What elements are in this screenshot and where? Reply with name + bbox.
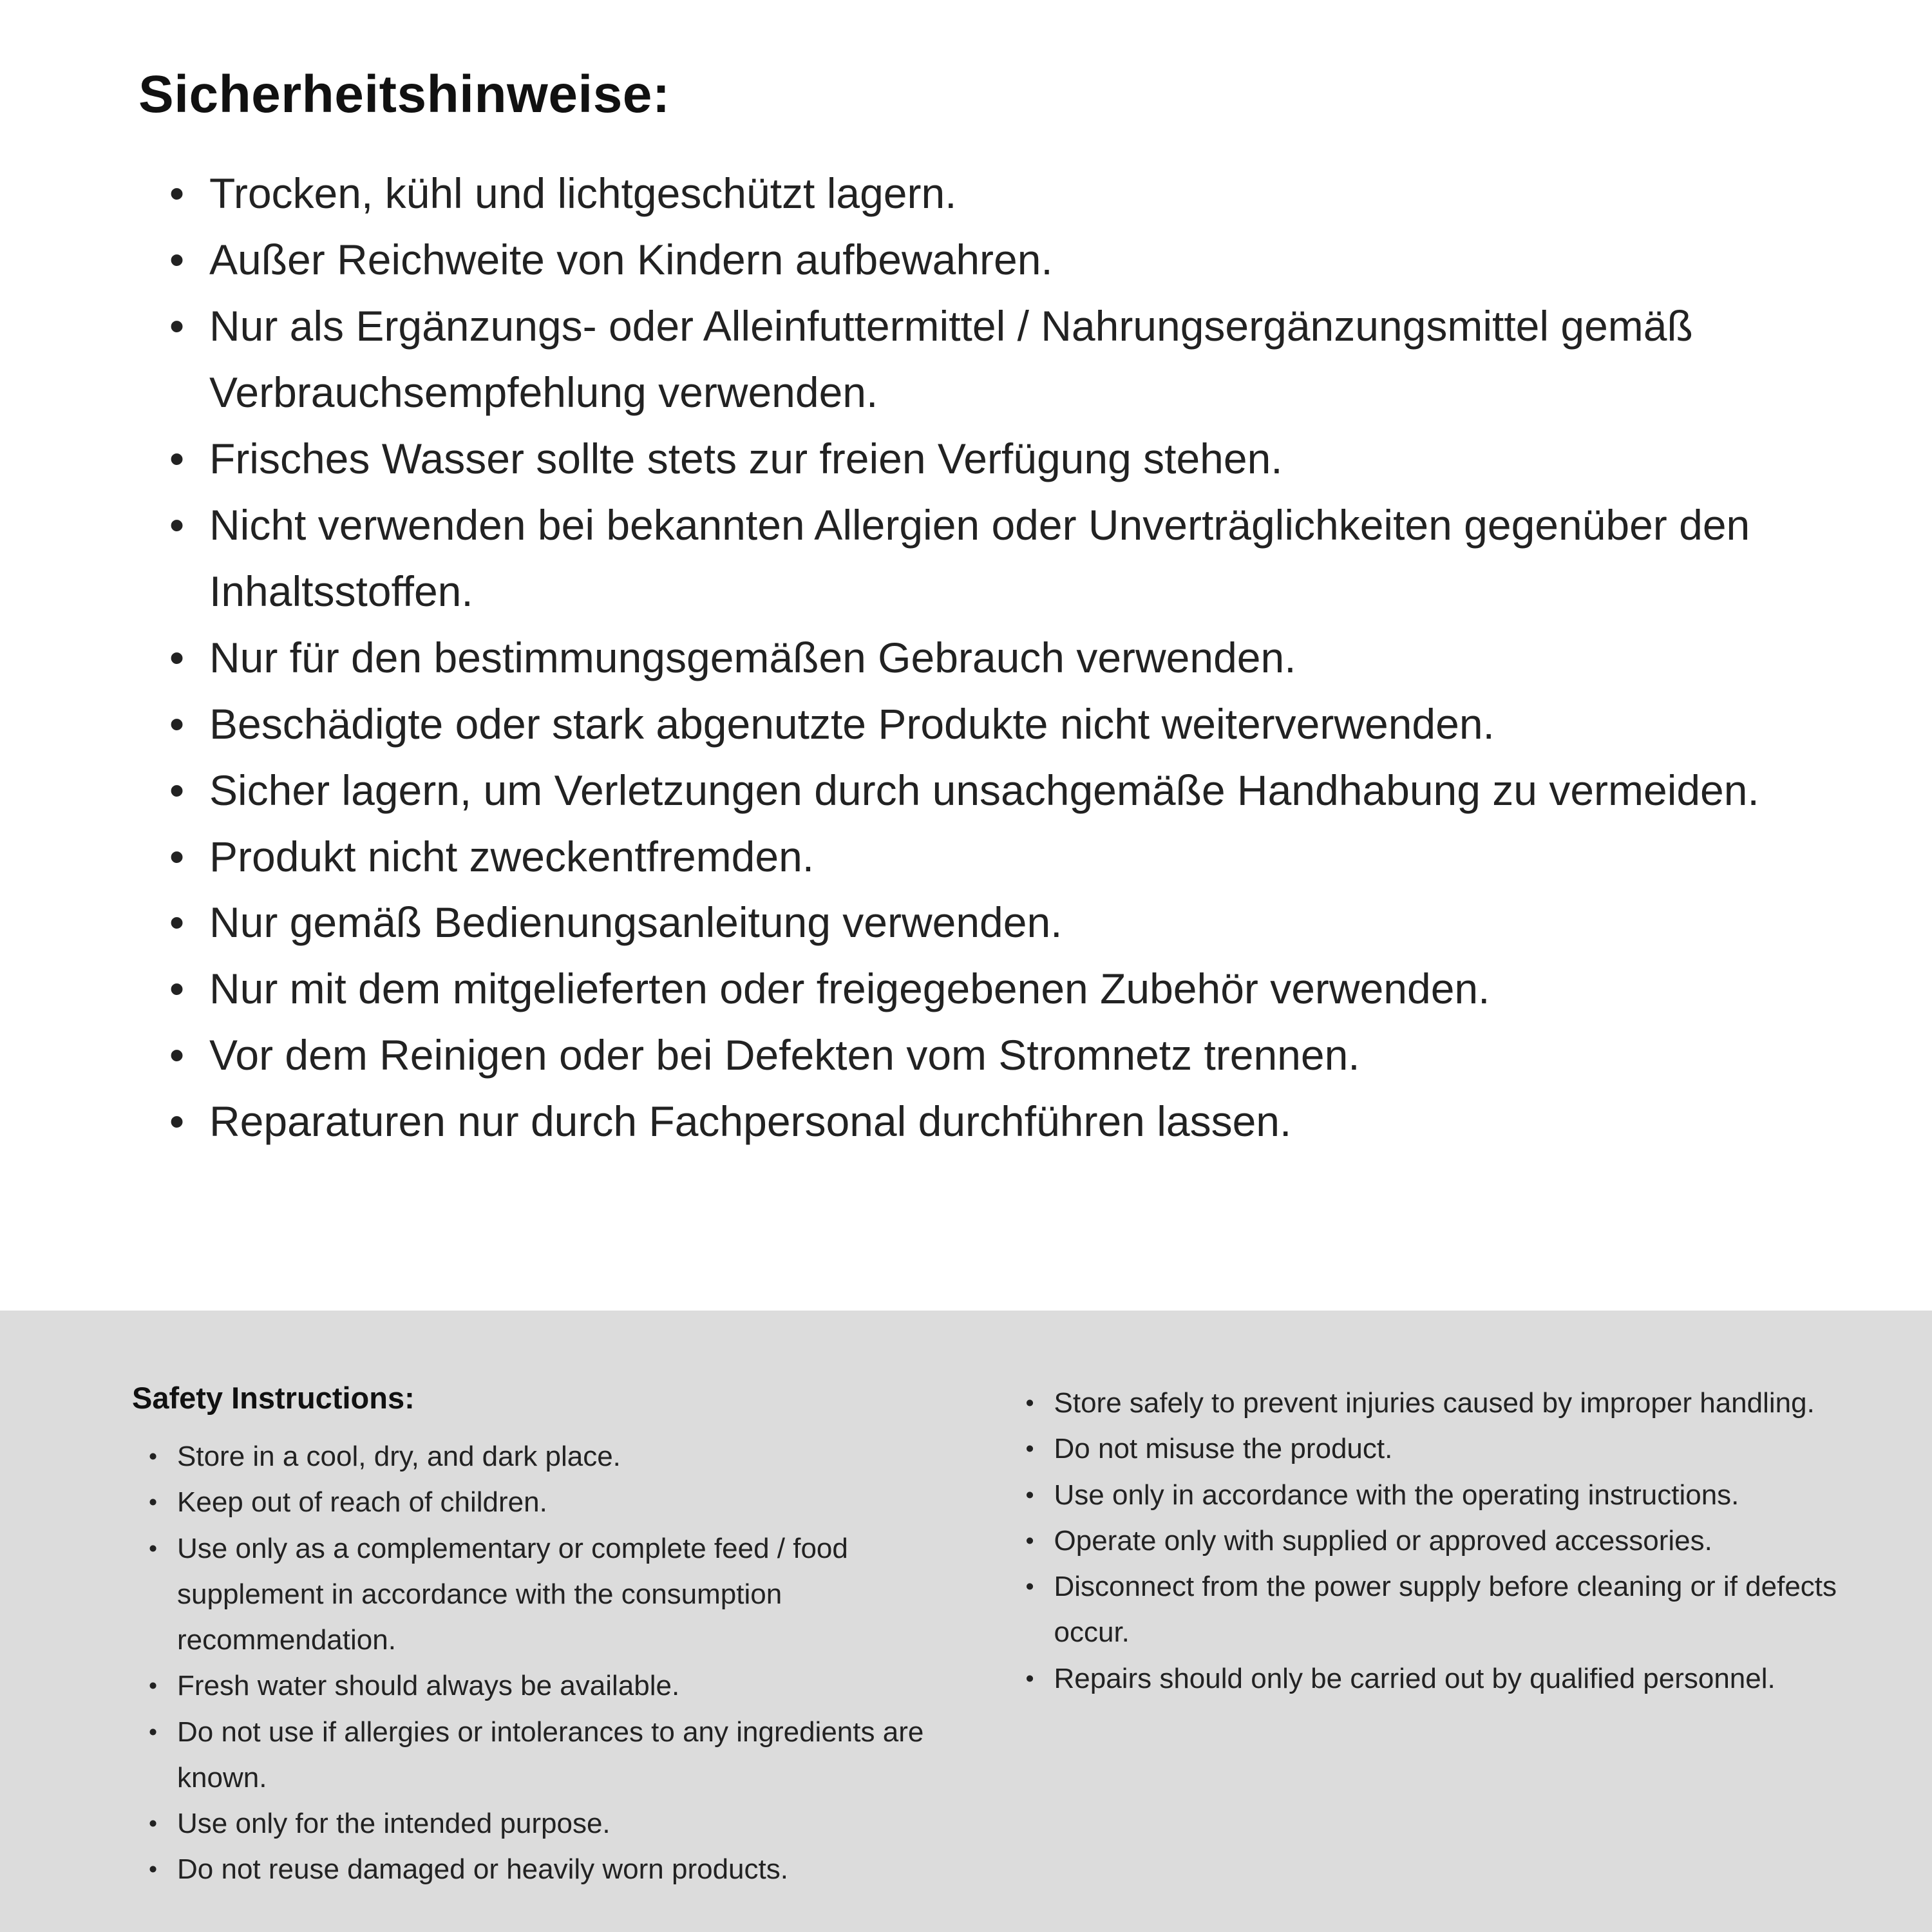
english-safety-list-left	[149, 1434, 949, 1893]
list-item: • Use only in accordance with the operating instructions.	[1026, 1472, 1842, 1518]
list-item: • Nur für den bestimmungsgemäßen Gebrauch verwenden.	[169, 625, 1818, 691]
list-item: • Use only as a complementary or complete feed / food supplement in accordance with the consumption recommendation.	[149, 1526, 949, 1663]
list-item: • Beschädigte oder stark abgenutzte Produkte nicht weiterverwenden.	[169, 691, 1818, 757]
list-item: • Trocken, kühl und lichtgeschützt lagern.	[169, 160, 1818, 227]
german-safety-list	[169, 160, 1818, 1155]
list-item: • Vor dem Reinigen oder bei Defekten vom Stromnetz trennen.	[169, 1022, 1818, 1088]
list-item: • Operate only with supplied or approved accessories.	[1026, 1518, 1842, 1564]
list-item: • Do not reuse damaged or heavily worn products.	[149, 1846, 949, 1892]
list-item: • Reparaturen nur durch Fachpersonal durchführen lassen.	[169, 1088, 1818, 1155]
list-item: • Sicher lagern, um Verletzungen durch unsachgemäße Handhabung zu vermeiden.	[169, 757, 1818, 824]
list-item: • Fresh water should always be available.	[149, 1663, 949, 1709]
english-section	[0, 1311, 1932, 1932]
english-title: Safety Instructions:	[132, 1381, 415, 1415]
list-item: • Produkt nicht zweckentfremden.	[169, 824, 1818, 890]
list-item: • Do not use if allergies or intolerances to any ingredients are known.	[149, 1709, 949, 1801]
list-item: • Store safely to prevent injuries caused by improper handling.	[1026, 1380, 1842, 1426]
list-item: • Use only for the intended purpose.	[149, 1801, 949, 1846]
list-item: • Nicht verwenden bei bekannten Allergien oder Unverträglichkeiten gegenüber den Inhaltsstoffen.	[169, 492, 1818, 625]
english-column-left	[132, 1380, 949, 1893]
list-item: • Repairs should only be carried out by qualified personnel.	[1026, 1656, 1842, 1701]
list-item: • Nur als Ergänzungs- oder Alleinfuttermittel / Nahrungsergänzungsmittel gemäß Verbrauchsempfehlung verwenden.	[169, 293, 1818, 426]
list-item: • Keep out of reach of children.	[149, 1479, 949, 1525]
list-item: • Frisches Wasser sollte stets zur freien Verfügung stehen.	[169, 426, 1818, 492]
list-item: • Do not misuse the product.	[1026, 1426, 1842, 1472]
list-item: • Nur mit dem mitgelieferten oder freigegebenen Zubehör verwenden.	[169, 956, 1818, 1022]
list-item: • Nur gemäß Bedienungsanleitung verwenden.	[169, 889, 1818, 956]
english-safety-list-right	[1026, 1380, 1842, 1701]
english-column-right	[1026, 1380, 1842, 1701]
list-item: • Außer Reichweite von Kindern aufbewahren.	[169, 227, 1818, 293]
english-columns	[132, 1380, 1842, 1893]
list-item: • Disconnect from the power supply before cleaning or if defects occur.	[1026, 1564, 1842, 1656]
list-item: • Store in a cool, dry, and dark place.	[149, 1434, 949, 1479]
german-title: Sicherheitshinweise:	[138, 65, 670, 124]
